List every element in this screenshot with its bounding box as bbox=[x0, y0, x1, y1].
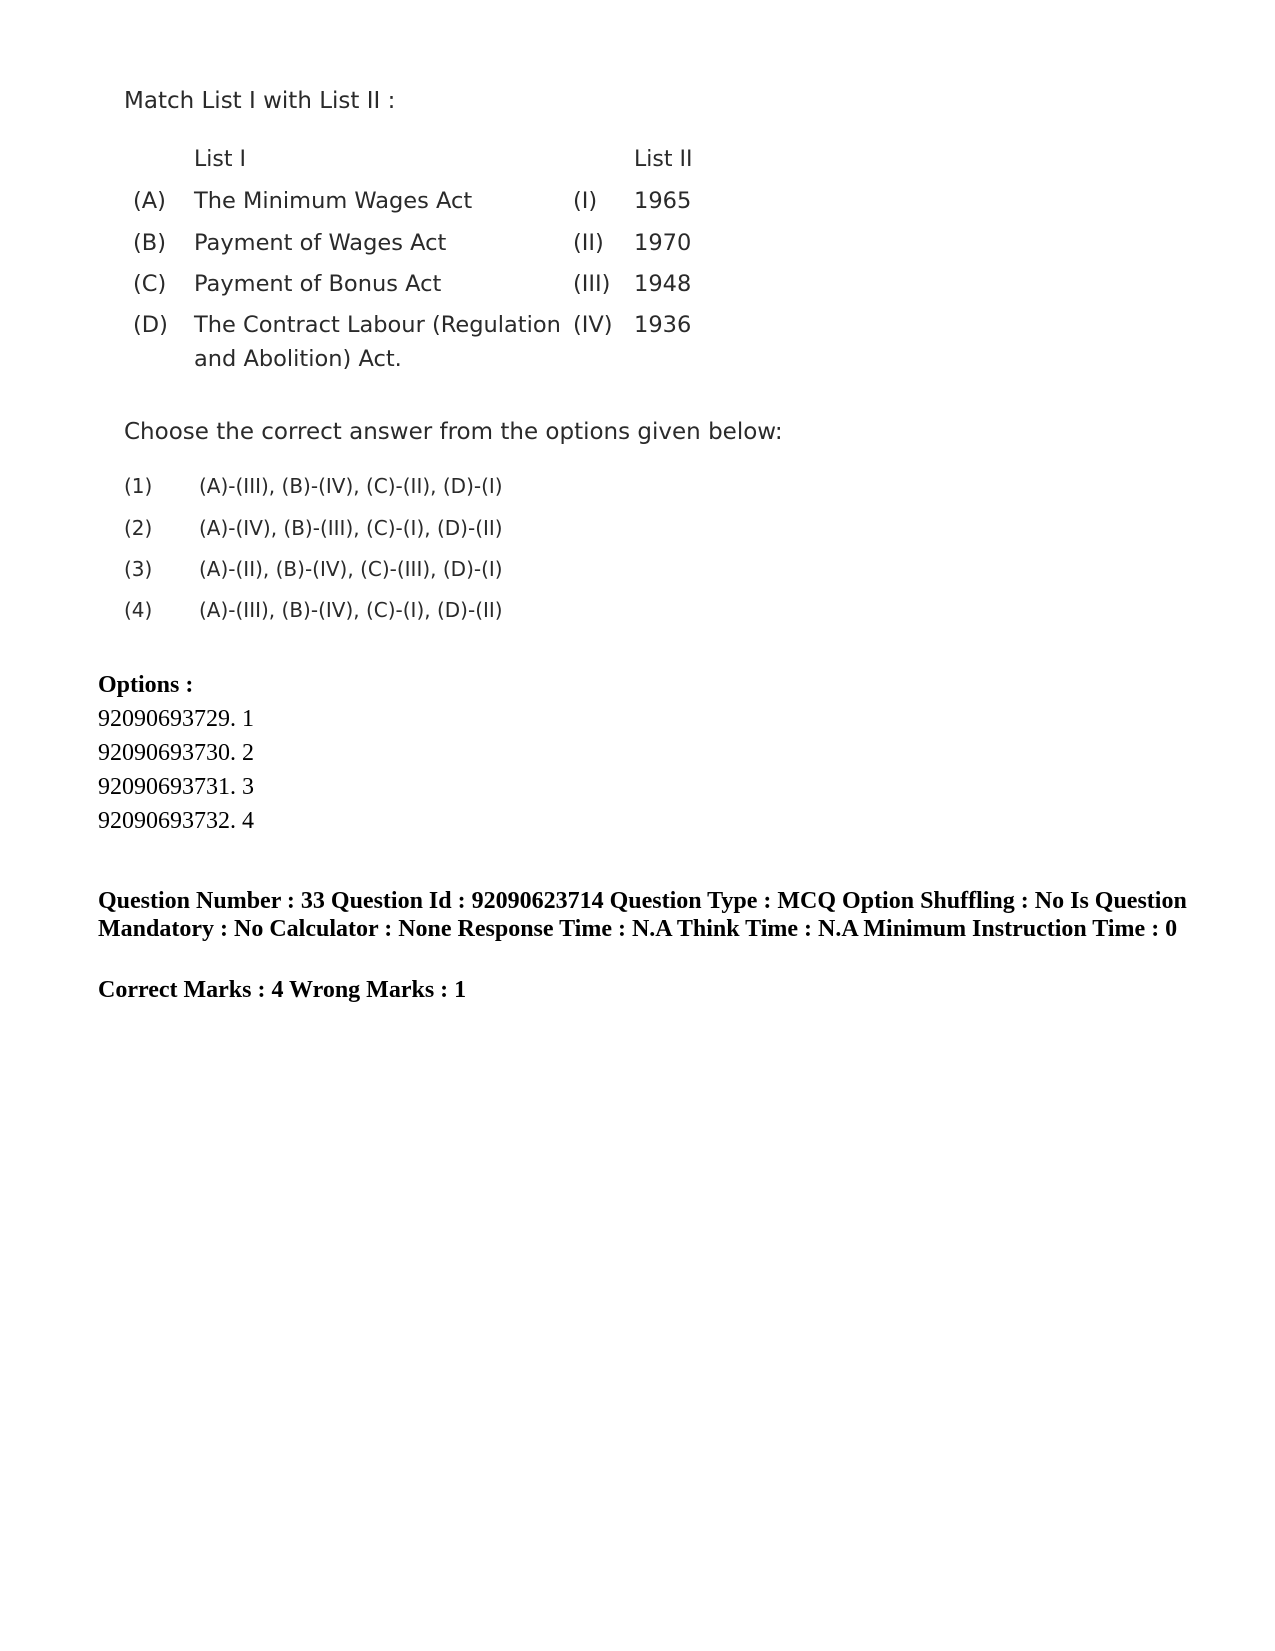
option-item-4: 92090693732. 4 bbox=[98, 808, 254, 834]
row-b-year: 1970 bbox=[634, 230, 692, 256]
row-b-item: Payment of Wages Act bbox=[194, 230, 447, 256]
question-marks: Correct Marks : 4 Wrong Marks : 1 bbox=[98, 977, 467, 1003]
question-meta: Question Number : 33 Question Id : 92090623714 Question Type : MCQ Option Shuffling : No Is Question Mandatory : No Calculator : None Response Time : N.A Think Time : N.A Minimum Instruction Time : 0 bbox=[98, 888, 1187, 942]
option-item-1: 92090693729. 1 bbox=[98, 706, 254, 732]
row-c-item: Payment of Bonus Act bbox=[194, 271, 442, 297]
row-d-roman: (IV) bbox=[573, 312, 613, 338]
list-1-heading: List I bbox=[194, 147, 246, 172]
row-c-year: 1948 bbox=[634, 271, 692, 297]
row-a-item: The Minimum Wages Act bbox=[194, 188, 473, 214]
answer-1-number: (1) bbox=[124, 474, 153, 498]
options-heading: Options : bbox=[98, 672, 194, 698]
row-b-roman: (II) bbox=[573, 230, 604, 256]
answer-4-text: (A)-(III), (B)-(IV), (C)-(I), (D)-(II) bbox=[199, 598, 503, 622]
row-a-year: 1965 bbox=[634, 188, 692, 214]
answer-2-text: (A)-(IV), (B)-(III), (C)-(I), (D)-(II) bbox=[199, 516, 503, 540]
row-d-year: 1936 bbox=[634, 312, 692, 338]
option-item-2: 92090693730. 2 bbox=[98, 740, 254, 766]
row-d-item-continued: and Abolition) Act. bbox=[194, 346, 402, 372]
list-2-heading: List II bbox=[634, 147, 693, 172]
answer-3-number: (3) bbox=[124, 557, 153, 581]
row-c-letter: (C) bbox=[133, 271, 167, 297]
row-a-letter: (A) bbox=[133, 188, 166, 214]
row-c-roman: (III) bbox=[573, 271, 611, 297]
answer-3-text: (A)-(II), (B)-(IV), (C)-(III), (D)-(I) bbox=[199, 557, 503, 581]
answer-1-text: (A)-(III), (B)-(IV), (C)-(II), (D)-(I) bbox=[199, 474, 503, 498]
answer-4-number: (4) bbox=[124, 598, 153, 622]
row-a-roman: (I) bbox=[573, 188, 598, 214]
option-item-3: 92090693731. 3 bbox=[98, 774, 254, 800]
answer-2-number: (2) bbox=[124, 516, 153, 540]
choose-instruction: Choose the correct answer from the options given below: bbox=[124, 419, 783, 445]
question-intro: Match List I with List II : bbox=[124, 88, 396, 114]
row-d-letter: (D) bbox=[133, 312, 168, 338]
row-d-item: The Contract Labour (Regulation bbox=[194, 312, 561, 338]
row-b-letter: (B) bbox=[133, 230, 166, 256]
